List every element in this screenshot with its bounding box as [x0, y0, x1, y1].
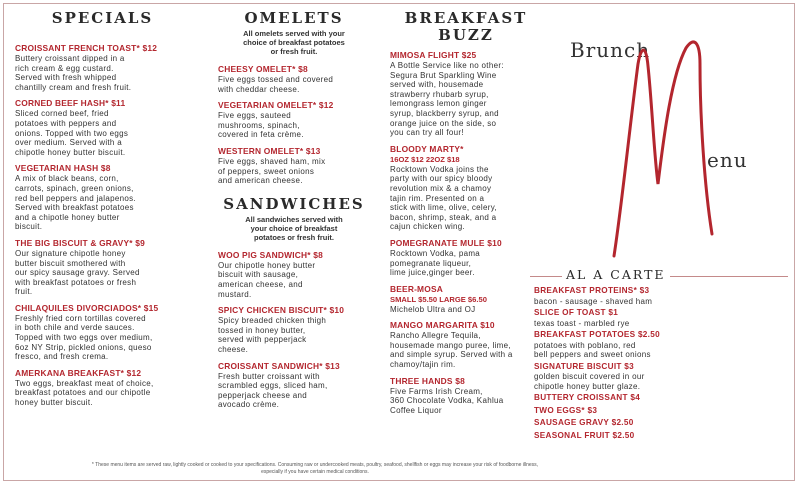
item-name: VEGETARIAN OMELET* $12 [218, 100, 334, 111]
item-description: potatoes with poblano, red bell peppers and sweet onions [534, 340, 651, 359]
alacarte-item [534, 431, 788, 442]
alacarte-item [534, 406, 788, 417]
alacarte-list [530, 286, 788, 441]
item-name: MANGO MARGARITA $10 [390, 320, 495, 331]
alacarte-item [534, 308, 788, 328]
item-sizes: 16OZ $12 22OZ $18 [390, 154, 460, 164]
item-sizes: SMALL $5.50 LARGE $6.50 [390, 294, 487, 304]
menu-item [218, 64, 370, 94]
item-name: CROISSANT FRENCH TOAST* $12 [15, 43, 158, 53]
alacarte-item [534, 418, 788, 429]
breakfast-buzz-title: BREAKFAST BUZZ [404, 9, 528, 44]
item-name: THREE HANDS $8 [390, 375, 465, 386]
menu-item [390, 238, 542, 278]
item-description: Two eggs, breakfast meat of choice, breakfast potatoes and our chipotle honey butter biscuit. [15, 378, 154, 408]
item-description: A Bottle Service like no other: Segura Brut Sparkling Wine served with, housemade strawberry rhubarb syrup, lemongrass lemon ginger syrup, blackberry syrup, and orange juice on the side, so you can try all four! [390, 61, 504, 138]
item-name: CROISSANT SANDWICH* $13 [218, 360, 340, 371]
item-description: Rancho Allegre Tequila, housemade mango puree, lime, and simple syrup. Served with a chamoy/tajin rim. [390, 331, 513, 370]
item-description: texas toast - marbled rye [534, 318, 630, 328]
item-description: Michelob Ultra and OJ [390, 304, 476, 314]
item-name: THE BIG BISCUIT & GRAVY* $9 [15, 237, 145, 248]
item-description: Five eggs, shaved ham, mix of peppers, sweet onions and american cheese. [218, 156, 326, 186]
menu-item [15, 98, 190, 157]
item-name: WESTERN OMELET* $13 [218, 145, 321, 156]
item-name: SAUSAGE GRAVY $2.50 [534, 418, 634, 427]
menu-item [15, 303, 190, 362]
item-description: Freshly fried corn tortillas covered in both chile and verde sauces. Topped with two eggs over medium, 6oz NY Strip, pickled onions, queso fresco, and fresh crema. [15, 313, 153, 362]
item-name: VEGETARIAN HASH $8 [15, 163, 111, 174]
menu-item [218, 361, 370, 410]
item-name: CHILAQUILES DIVORCIADOS* $15 [15, 302, 159, 313]
sandwiches-subtitle: All sandwiches served with your choice of breakfast potatoes or fresh fruit. [245, 214, 343, 242]
alacarte-title: AL A CARTE [562, 267, 670, 282]
specials-column [15, 10, 190, 414]
item-name: SEASONAL FRUIT $2.50 [534, 430, 635, 440]
item-name: BREAKFAST POTATOES $2.50 [534, 330, 660, 339]
menu-item [15, 238, 190, 297]
item-description: bacon - sausage - shaved ham [534, 296, 653, 306]
item-name: CHEESY OMELET* $8 [218, 64, 308, 74]
brand-script-m-logo [608, 34, 718, 264]
menu-item [218, 146, 370, 186]
brand-word-menu: enu [707, 148, 748, 172]
menu-item [218, 250, 370, 299]
omelets-title: OMELETS [244, 9, 344, 27]
item-description: Five eggs, sauteed mushrooms, spinach, covered in feta crème. [218, 111, 304, 140]
item-name: TWO EGGS* $3 [534, 405, 598, 415]
item-description: Our chipotle honey butter biscuit with sausage, american cheese, and mustard. [218, 260, 316, 299]
menu-item [15, 368, 190, 408]
item-name: BUTTERY CROISSANT $4 [534, 393, 641, 402]
alacarte-item [534, 286, 788, 306]
menu-item [15, 43, 190, 92]
item-description: Buttery croissant dipped in a rich cream & egg custard. Served with fresh whipped chantilly cream and fresh fruit. [15, 54, 132, 92]
breakfast-buzz-column [390, 10, 542, 421]
alacarte-item [534, 362, 788, 392]
menu-item [390, 376, 542, 416]
alacarte-item [534, 393, 788, 404]
sandwiches-title: SANDWICHES [223, 194, 365, 213]
script-m-graphic [608, 34, 718, 259]
specials-title: SPECIALS [51, 9, 154, 27]
item-name: MIMOSA FLIGHT $25 [390, 50, 477, 60]
item-description: Sliced corned beef, fried potatoes with peppers and onions. Topped with two eggs over medium. Served with a chipotle honey butter biscuit. [15, 109, 129, 157]
menu-item [15, 163, 190, 232]
alacarte-item [534, 330, 788, 360]
menu-item [390, 284, 542, 315]
item-description: golden biscuit covered in our chipotle honey butter glaze. [534, 372, 645, 391]
item-description: Our signature chipotle honey butter biscuit smothered with our spicy sausage gravy. Served with breakfast potatoes or fresh fruit. [15, 248, 140, 297]
alacarte-header [530, 268, 788, 284]
item-description: A mix of black beans, corn, carrots, spinach, green onions, red bell peppers and jalapenos. Served with breakfast potatoes and a chipotle honey butter biscuit. [15, 174, 136, 232]
omelets-sandwiches-column [218, 10, 370, 416]
item-description: Fresh butter croissant with scrambled eggs, sliced ham, pepperjack cheese and avocado crème. [218, 371, 328, 410]
brand-word-brunch: Brunch [570, 38, 651, 62]
item-description: Five Farms Irish Cream, 360 Chocolate Vodka, Kahlua Coffee Liquor [390, 386, 504, 415]
item-description: Rocktown Vodka joins the party with our spicy bloody revolution mix & a chamoy tajin rim. Presented on a stick with lime, olive, celery, bacon, shrimp, steak, and a cajun chicken wing. [390, 164, 497, 232]
item-name: SPICY CHICKEN BISCUIT* $10 [218, 305, 345, 316]
menu-item [390, 144, 542, 232]
item-name: CORNED BEEF HASH* $11 [15, 98, 126, 109]
item-description: Rocktown Vodka, pama pomegranate liqueur, lime juice,ginger beer. [390, 248, 481, 278]
menu-item [390, 50, 542, 138]
item-description: Spicy breaded chicken thigh tossed in honey butter, served with pepperjack cheese. [218, 316, 327, 354]
item-name: BLOODY MARTY* [390, 143, 464, 154]
item-name: BREAKFAST PROTEINS* $3 [534, 286, 650, 295]
item-name: WOO PIG SANDWICH* $8 [218, 249, 323, 260]
omelets-subtitle: All omelets served with your choice of breakfast potatoes or fresh fruit. [243, 29, 345, 56]
menu-item [218, 100, 370, 140]
item-description: Five eggs tossed and covered with cheddar cheese. [218, 75, 334, 94]
alacarte-section [530, 268, 788, 443]
item-name: AMERKANA BREAKFAST* $12 [15, 367, 142, 378]
menu-item [218, 305, 370, 354]
specials-list [15, 43, 190, 408]
item-name: POMEGRANATE MULE $10 [390, 237, 502, 248]
item-name: SLICE OF TOAST $1 [534, 308, 619, 317]
item-name: SIGNATURE BISCUIT $3 [534, 361, 635, 371]
item-name: BEER-MOSA [390, 283, 443, 294]
menu-item [390, 320, 542, 369]
footnote: * These menu items are served raw, lightly cooked or cooked to your specifications. Consuming raw or undercooked meats, poultry, seafood, shellfish or eggs may increase your risk of foodborne illness, especially if you have certain medical conditions. [91, 462, 539, 475]
